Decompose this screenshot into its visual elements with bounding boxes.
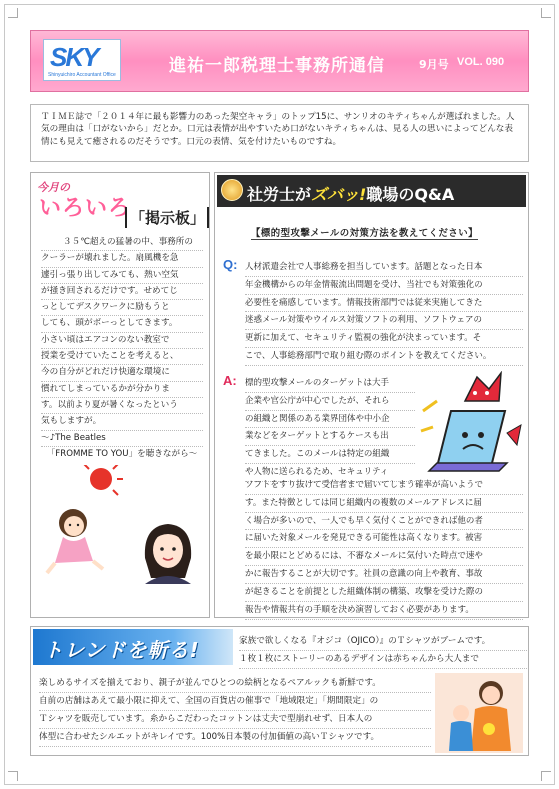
board-line: 小さい頃はエアコンのない教室で (41, 333, 203, 349)
trend-line: 体型に合わせたシルエットがキレイです。100%日本製の付加価値の高いＴシャツです。 (39, 729, 431, 747)
question-line: こで、人事総務部門で取り組む際のポイントを教えてください。 (245, 348, 523, 366)
board-line: 今の自分がどれだけ快適な環境に (41, 365, 203, 381)
board-month-label: 今月の (37, 181, 70, 194)
office-logo (43, 39, 121, 81)
trend-body-text (39, 675, 431, 747)
staff-portrait (135, 518, 201, 584)
qa-header-prefix: 社労士が (247, 185, 312, 204)
trend-line: 自前の店舗はあえて最小限に抑えて、全国の百貨店の催事で「地域限定」「期間限定」の (39, 693, 431, 711)
qa-header-suffix: 職場のQ&A (366, 185, 455, 204)
question-line: 必要性を痛感しています。情報技術部門では従来実施してきた (245, 295, 523, 313)
answer-line: かに報告することが大切です。社員の意識の向上や教育、事故 (245, 566, 523, 584)
board-line: ～♪The Beatles (41, 431, 203, 447)
trend-line: Ｔシャツを販売しています。糸からこだわったコットンは丈夫で型崩れせず、日本人の (39, 711, 431, 729)
question-line: 更新に加えて、セキュリティ監視の強化が決まっています。そ (245, 330, 523, 348)
board-iroiro-label: いろいろ (39, 196, 132, 221)
board-line: クーラーが壊れました。扇風機を急 (41, 251, 203, 267)
answer-line: く場合が多いので、一人でも早く気付くことができれば他の者 (245, 513, 523, 531)
answer-line: に届いた対象メールを発見できる可能性は高くなります。被害 (245, 530, 523, 548)
crop-mark (541, 771, 551, 781)
emblem-icon (221, 179, 243, 201)
board-line: が掻き回されるだけです。せめてじ (41, 284, 203, 300)
answer-line: の組織と関係のある業界団体や中小企 (245, 411, 415, 429)
answer-text (245, 375, 415, 482)
answer-mark-label: A: (223, 373, 237, 388)
board-line: 慣れてしまっているかが分かりま (41, 382, 203, 398)
issue-volume: VOL. 090 (457, 56, 505, 68)
answer-line: 業などをターゲットとするケースも出 (245, 428, 415, 446)
answer-line: 企業や官公庁が中心でしたが、それら (245, 393, 415, 411)
trend-banner (33, 629, 233, 665)
crop-mark (8, 8, 18, 18)
question-line: 年金機構からの年金情報流出問題を受け、当社でも対策強化の (245, 277, 523, 295)
question-mark-label: Q: (223, 257, 238, 272)
trend-line: 家族で欲しくなる『オジコ（OJICO）』のＴシャツがブームです。 (239, 633, 527, 651)
logo-mark: SKY (50, 42, 98, 72)
board-text (41, 235, 203, 462)
answer-line: や人物に送られるため、セキュリティ (245, 464, 415, 482)
answer-line: す。また特徴としては同じ組織内の複数のメールアドレスに届 (245, 495, 523, 513)
qa-header-zuba: ズバッ! (311, 185, 367, 204)
logo-subtitle: Shinyuichiro Accountant Office (48, 72, 116, 78)
question-line: 迷惑メール対策やウイルス対策ソフトの利用、ソフトウェアの (245, 312, 523, 330)
answer-line: ソフトをすり抜けて受信者まで届いてしまう確率が高いようで (245, 477, 523, 495)
board-line: しても、頭がボーっとしてきます。 (41, 316, 203, 332)
board-title: 「掲示板」 (125, 207, 209, 228)
board-line: 授業を受けていたことを考えると、 (41, 349, 203, 365)
board-line: す。以前より夏が暑くなったという (41, 398, 203, 414)
board-line: 「FROMME TO YOU」を聴きながら～ (46, 448, 198, 459)
issue-month: 9月号 (419, 58, 449, 71)
newsletter-header (30, 30, 529, 92)
trend-section (30, 626, 529, 756)
crop-mark (8, 771, 18, 781)
newsletter-title: 進祐一郎税理士事務所通信 (169, 56, 385, 76)
computer-virus-illustration (417, 371, 525, 479)
hot-girl-illustration (43, 465, 125, 575)
bulletin-board (30, 172, 210, 618)
board-line: 遽引っ張り出してみても、熱い空気 (41, 268, 203, 284)
board-line: 気もしますが。 (41, 414, 203, 430)
answer-text-wide (245, 477, 523, 620)
crop-mark (541, 8, 551, 18)
family-tshirt-photo (435, 673, 523, 753)
question-line: 人材派遣会社で人事総務を担当しています。話題となった日本 (245, 259, 523, 277)
answer-line: を最小限にとどめるには、不審なメールに気付いた時点で速や (245, 548, 523, 566)
qa-header-title (247, 182, 454, 205)
trend-line: 楽しめるサイズを揃えており、親子が並んでひとつの絵柄となるペアルックも新鮮です。 (39, 675, 431, 693)
qa-header (217, 175, 526, 207)
intro-text: ＴＩＭＥ誌で「２０１４年に最も影響力のあった架空キャラ」のトップ15に、サンリオのキティちゃんが選ばれました。人気の理由は「口がないから」だとか。口元は表情が出やすいため口がないキティちゃんは、見る人の思いによってどんな表情にも見えて癒されるのだそうです。口元の表情、気を付けたいものですね。 (41, 112, 515, 147)
intro-box (30, 104, 529, 162)
qa-section (214, 172, 529, 618)
question-text (245, 259, 523, 366)
board-line: ３５℃超えの猛暑の中、事務所の (41, 235, 203, 251)
answer-line: 報告や情報共有の手順を決め演習しておく必要があります。 (245, 602, 523, 620)
trend-title: トレンドを斬る! (43, 638, 200, 662)
answer-line: 標的型攻撃メールのターゲットは大手 (245, 375, 415, 393)
trend-line: １枚１枚にストーリーのあるデザインは赤ちゃんから大人まで (239, 651, 527, 669)
qa-question-title: 【標的型攻撃メールの対策方法を教えてください】 (251, 225, 478, 240)
trend-intro-text (239, 633, 527, 669)
board-line: っとしてデスクワークに励もうと (41, 300, 203, 316)
answer-line: が起きることを前提とした組織体制の構築、攻撃を受けた際の (245, 584, 523, 602)
answer-line: てきました。このメールは特定の組織 (245, 446, 415, 464)
